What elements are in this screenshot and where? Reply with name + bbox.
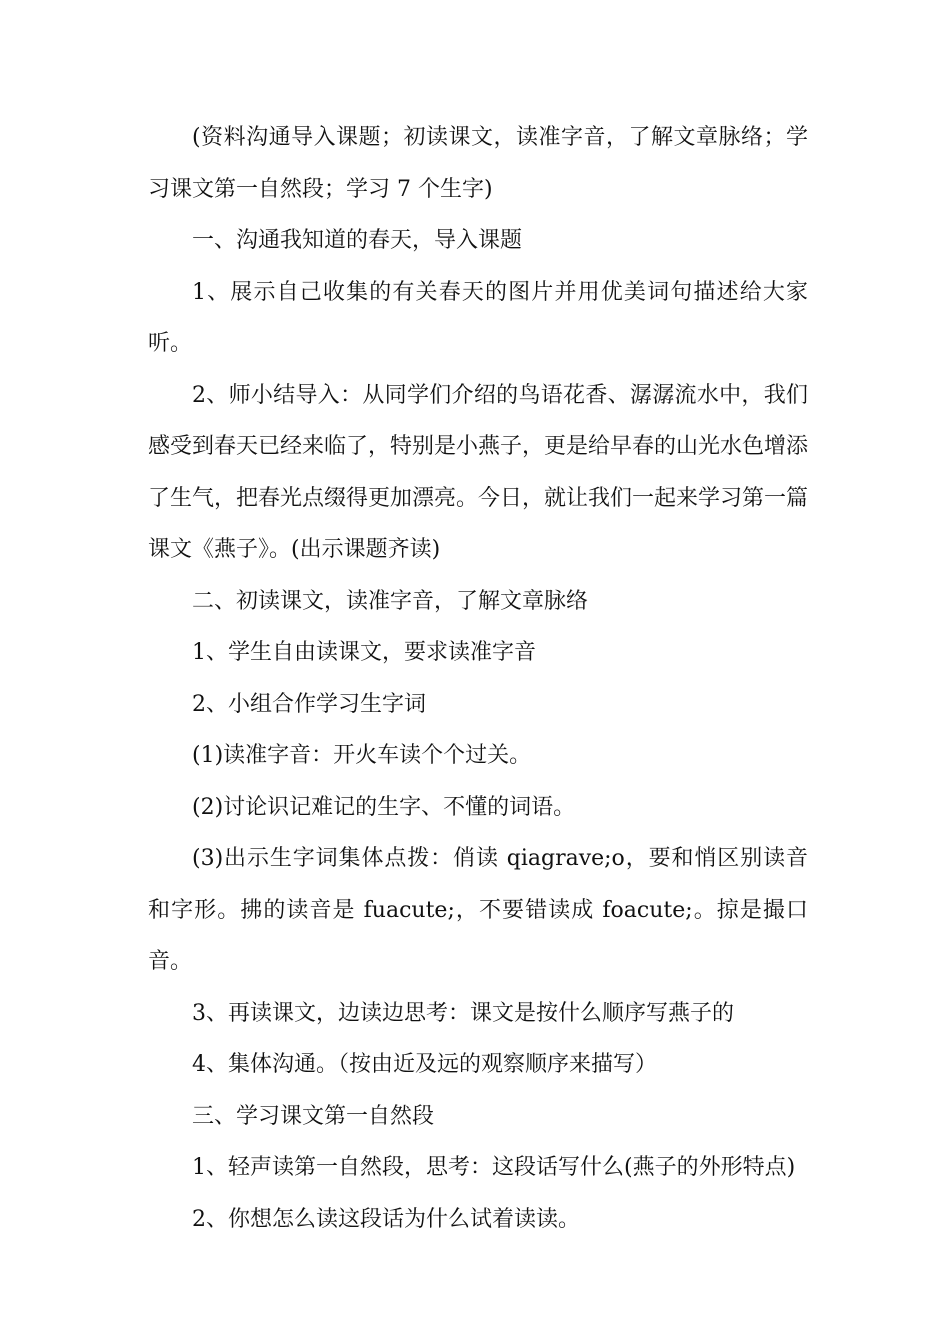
intro-paragraph: (资料沟通导入课题；初读课文，读准字音，了解文章脉络；学习课文第一自然段；学习 7 个生字)	[148, 125, 808, 202]
section-heading-1: 一、沟通我知道的春天，导入课题	[192, 228, 523, 253]
paragraph: (1)读准字音：开火车读个个过关。	[192, 743, 532, 768]
paragraph: (2)讨论识记难记的生字、不懂的词语。	[192, 794, 576, 820]
section-heading-3: 三、学习课文第一自然段	[192, 1103, 435, 1129]
paragraph: 2、小组合作学习生字词	[192, 691, 426, 717]
paragraph: 1、轻声读第一自然段，思考：这段话写什么(燕子的外形特点)	[192, 1155, 796, 1180]
section-heading-2: 二、初读课文，读准字音，了解文章脉络	[192, 588, 589, 614]
paragraph: 2、师小结导入：从同学们介绍的鸟语花香、潺潺流水中，我们感受到春天已经来临了，特别是小燕子，更是给早春的山光水色增添了生气，把春光点缀得更加漂亮。今日，就让我们一起来学习第一篇课文《燕子》。(出示课题齐读)	[148, 382, 809, 562]
paragraph: 2、你想怎么读这段话为什么试着读读。	[192, 1206, 580, 1232]
paragraph: 1、展示自己收集的有关春天的图片并用优美词句描述给大家听。	[148, 279, 808, 356]
paragraph: 3、再读课文，边读边思考：课文是按什么顺序写燕子的	[192, 1000, 734, 1026]
paragraph: (3)出示生字词集体点拨：俏读 qiagrave;o，要和悄区别读音和字形。拂的读音是 fuacute;，不要错读成 foacute;。掠是撮口音。	[148, 846, 808, 974]
document-body	[148, 112, 808, 1245]
paragraph: 4、集体沟通。（按由近及远的观察顺序来描写）	[192, 1052, 657, 1077]
paragraph: 1、学生自由读课文，要求读准字音	[192, 640, 536, 665]
